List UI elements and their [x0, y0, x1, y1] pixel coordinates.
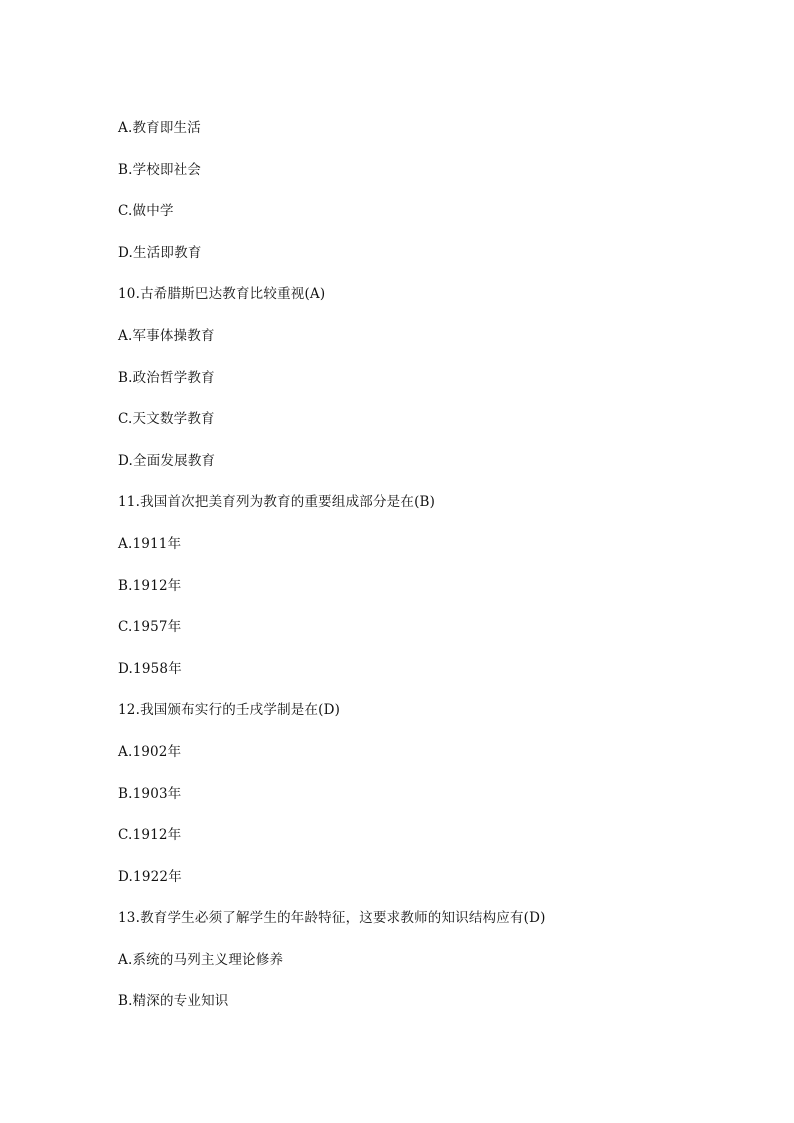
- option-line: B.精深的专业知识: [118, 993, 229, 1010]
- option-line: B.学校即社会: [118, 161, 202, 178]
- option-line: B.政治哲学教育: [118, 369, 215, 386]
- question-list: [118, 118, 678, 1033]
- question-line: 10.古希腊斯巴达教育比较重视(A): [118, 286, 326, 303]
- option-line: C.1957年: [118, 619, 182, 636]
- option-line: D.生活即教育: [118, 244, 202, 261]
- option-line: C.1912年: [118, 827, 182, 844]
- question-line: 13.教育学生必须了解学生的年龄特征，这要求教师的知识结构应有(D): [118, 910, 546, 927]
- option-line: B.1912年: [118, 577, 182, 594]
- option-line: A.1902年: [118, 743, 182, 760]
- option-line: A.军事体操教育: [118, 327, 215, 344]
- option-line: C.天文数学教育: [118, 411, 215, 428]
- option-line: A.系统的马列主义理论修养: [118, 951, 284, 968]
- question-line: 11.我国首次把美育列为教育的重要组成部分是在(B): [118, 494, 436, 511]
- option-line: B.1903年: [118, 785, 182, 802]
- option-line: D.1922年: [118, 868, 182, 885]
- question-line: 12.我国颁布实行的壬戌学制是在(D): [118, 702, 341, 719]
- option-line: A.1911年: [118, 535, 182, 552]
- option-line: C.做中学: [118, 203, 174, 220]
- option-line: D.1958年: [118, 660, 182, 677]
- option-line: D.全面发展教育: [118, 452, 216, 469]
- option-line: A.教育即生活: [118, 120, 201, 136]
